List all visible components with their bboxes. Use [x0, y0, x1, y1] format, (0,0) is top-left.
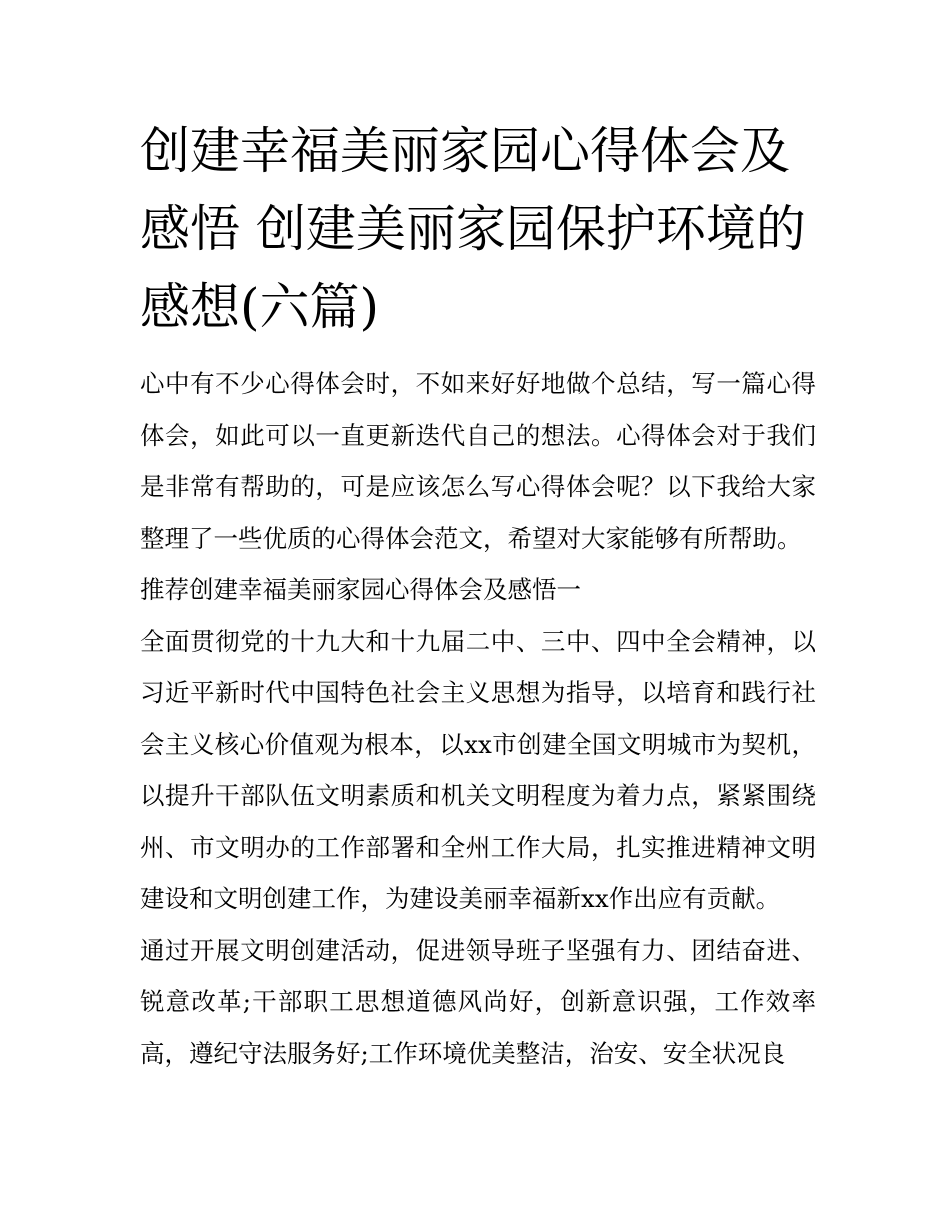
document-title: 创建幸福美丽家园心得体会及感悟 创建美丽家园保护环境的感想(六篇) [140, 122, 806, 336]
document-body [140, 112, 816, 1079]
intro-paragraph: 心中有不少心得体会时，不如来好好地做个总结，写一篇心得体会，如此可以一直更新迭代自己的想法。心得体会对于我们是非常有帮助的，可是应该怎么写心得体会呢？以下我给大家整理了一些优质的心得体会范文，希望对大家能够有所帮助。 [140, 369, 816, 553]
body-paragraph: 通过开展文明创建活动，促进领导班子坚强有力、团结奋进、锐意改革;干部职工思想道德风尚好，创新意识强，工作效率高，遵纪守法服务好;工作环境优美整洁，治安、安全状况良 [140, 935, 816, 1068]
body-paragraph: 全面贯彻党的十九大和十九届二中、三中、四中全会精神，以习近平新时代中国特色社会主义思想为指导，以培育和践行社会主义核心价值观为根本，以xx市创建全国文明城市为契机，以提升干部队伍文明素质和机关文明程度为着力点，紧紧围绕州、市文明办的工作部署和全州工作大局，扎实推进精神文明建设和文明创建工作，为建设美丽幸福新xx作出应有贡献。 [140, 626, 816, 913]
section-heading: 推荐创建幸福美丽家园心得体会及感悟一 [140, 575, 581, 604]
